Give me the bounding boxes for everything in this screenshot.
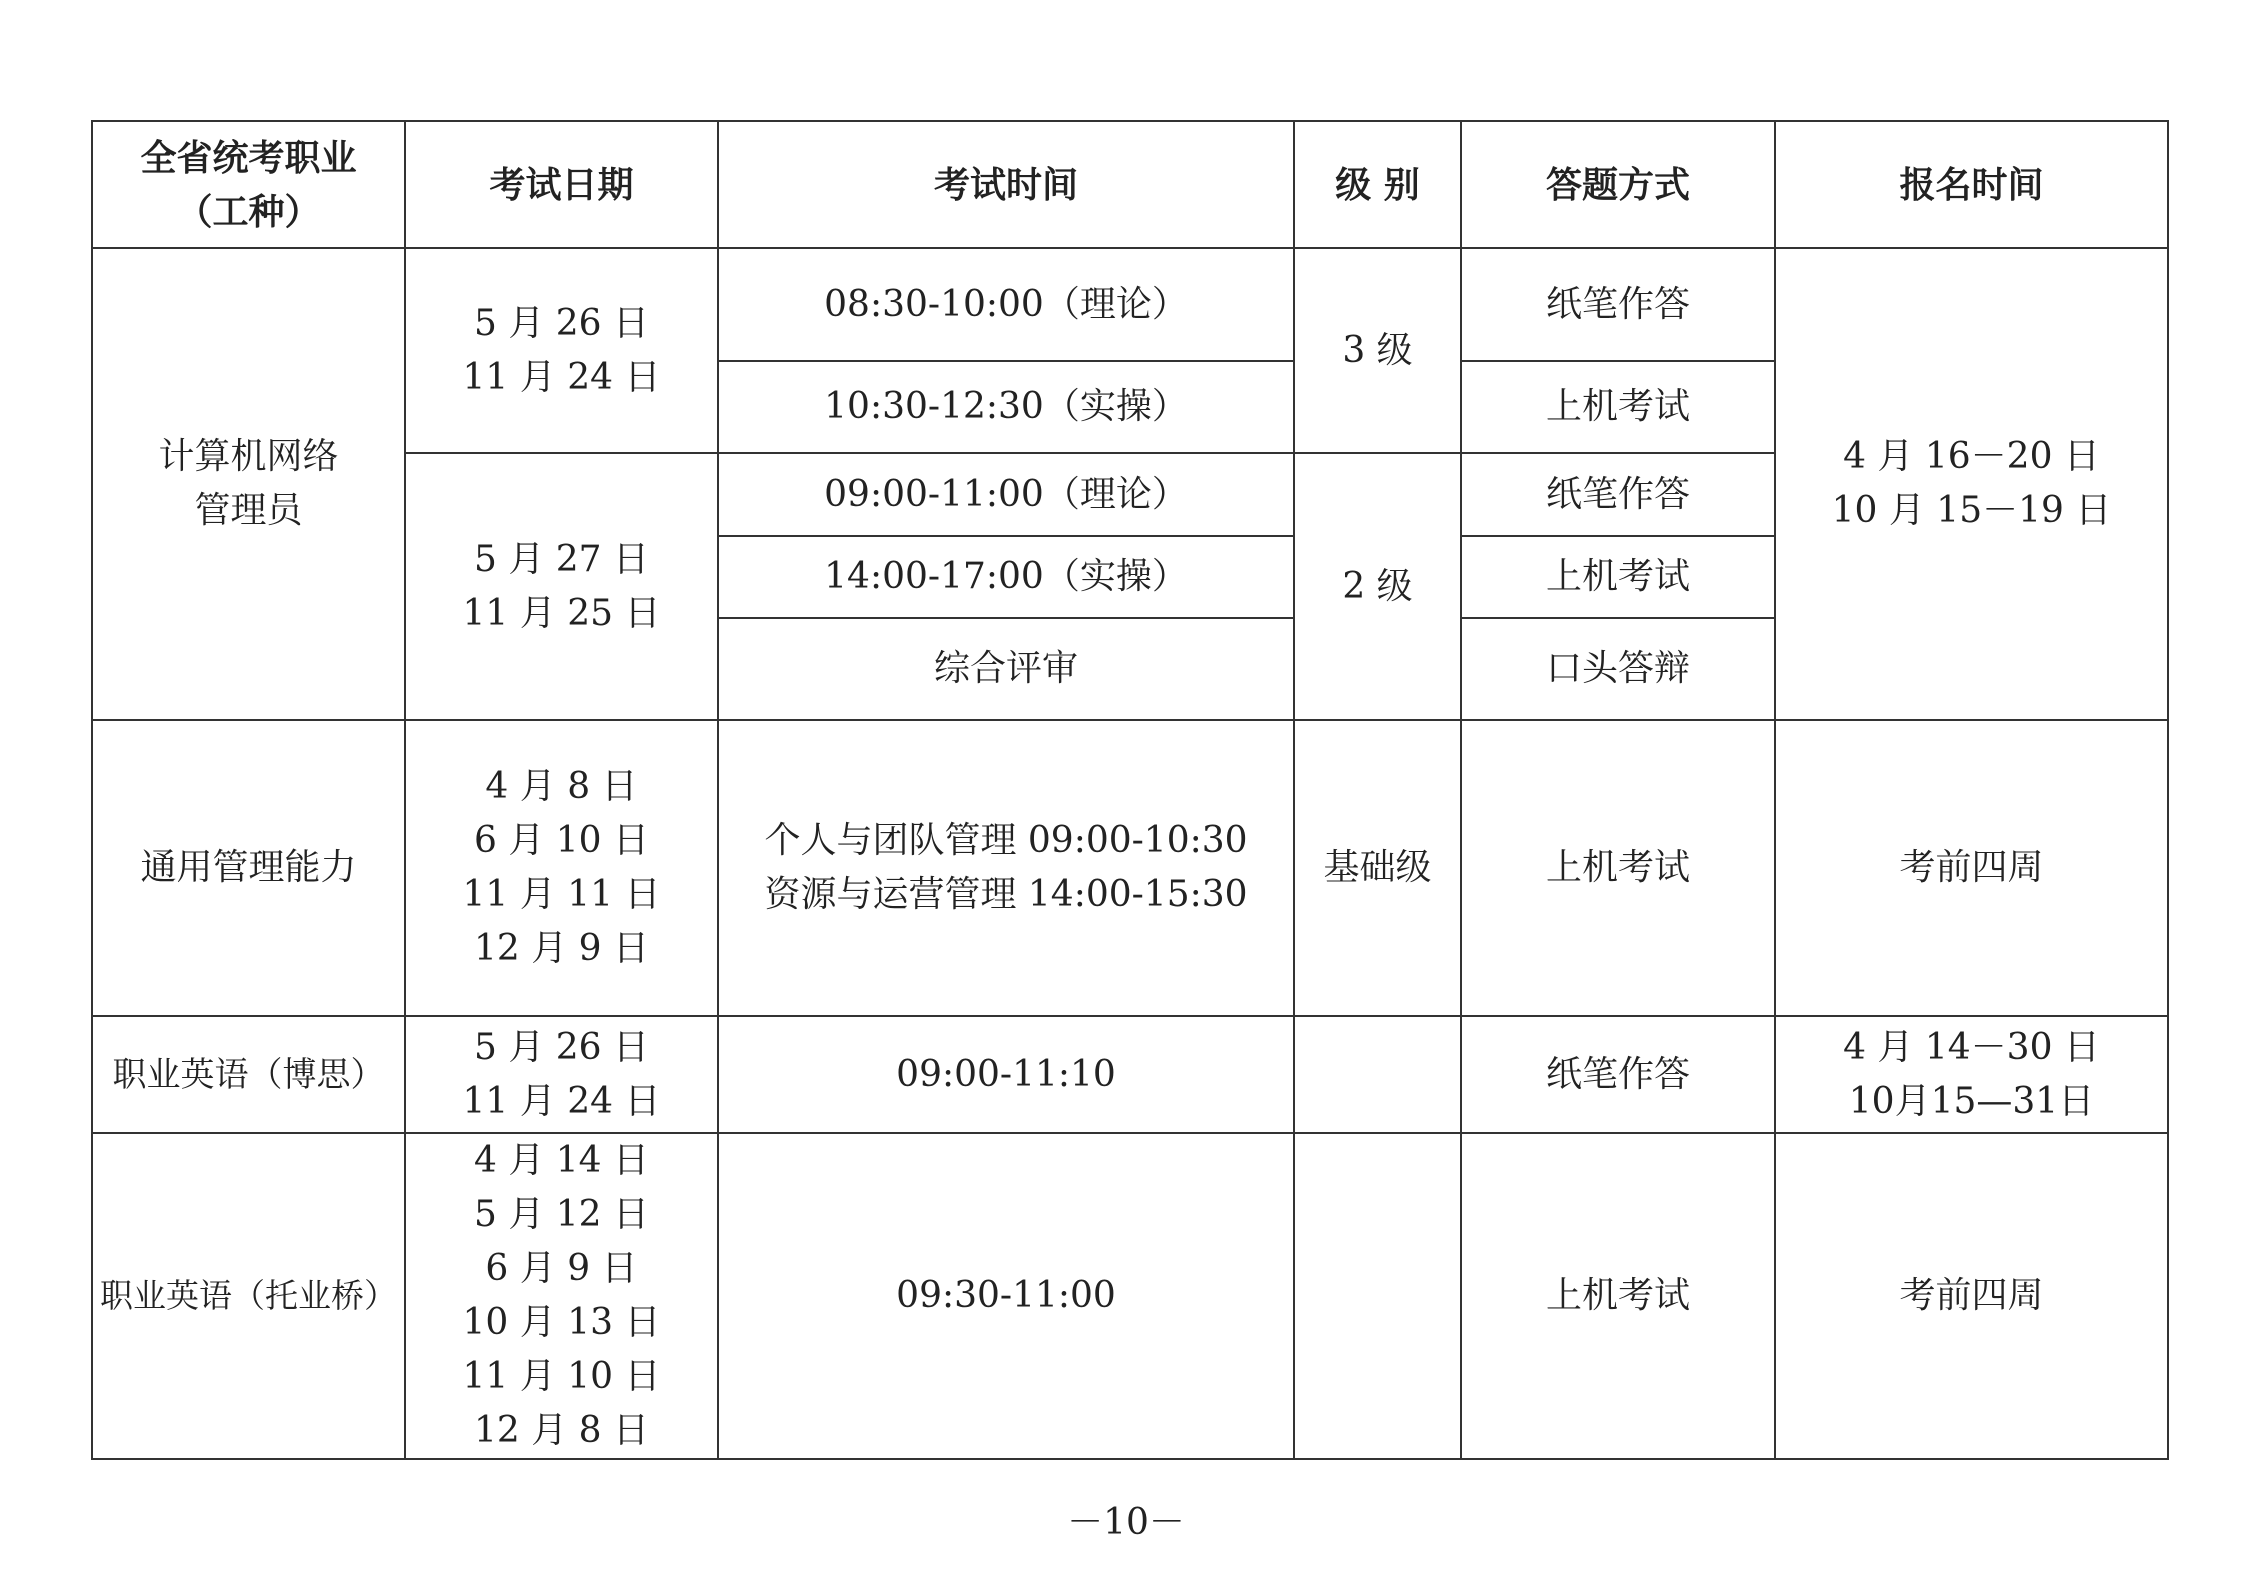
time-cell: [718, 720, 1294, 1016]
date-line: 5 月 26 日: [473, 1026, 650, 1068]
method-cell: 纸笔作答: [1461, 248, 1775, 361]
registration-line: 10月15—31日: [1848, 1080, 2095, 1122]
date-line: 12 月 9 日: [473, 928, 650, 969]
date-line: 11 月 24 日: [462, 356, 661, 398]
header-date: 考试日期: [405, 121, 718, 248]
date-cell: [405, 720, 718, 1016]
table-row: [92, 720, 2168, 1016]
method-cell: 上机考试: [1461, 1133, 1775, 1459]
method-cell: 上机考试: [1461, 361, 1775, 453]
table-row: [92, 1016, 2168, 1133]
registration-cell: 考前四周: [1775, 720, 2168, 1016]
date-line: 11 月 11 日: [462, 874, 661, 915]
header-registration: 报名时间: [1775, 121, 2168, 248]
level-cell: 3 级: [1294, 248, 1461, 453]
registration-cell: 考前四周: [1775, 1133, 2168, 1459]
header-level: 级 别: [1294, 121, 1461, 248]
time-cell: 09:00-11:00（理论）: [718, 453, 1294, 536]
date-line: 11 月 25 日: [462, 592, 661, 634]
date-line: 4 月 14 日: [473, 1140, 650, 1181]
date-cell: [405, 1016, 718, 1133]
occupation-cell: 通用管理能力: [92, 720, 405, 1016]
level-cell: 2 级: [1294, 453, 1461, 720]
registration-line: 4 月 16－20 日: [1843, 436, 2100, 477]
table-row: [92, 248, 2168, 361]
date-line: 5 月 12 日: [473, 1194, 650, 1235]
occupation-line: 管理员: [194, 490, 303, 531]
header-occupation-line1: 全省统考职业: [140, 136, 357, 179]
method-cell: 纸笔作答: [1461, 1016, 1775, 1133]
date-line: 4 月 8 日: [485, 766, 638, 807]
exam-schedule-table: [91, 120, 2169, 1460]
level-cell: [1294, 1133, 1461, 1459]
method-cell: 纸笔作答: [1461, 453, 1775, 536]
table-row: [92, 1133, 2168, 1459]
header-occupation-line2: （工种）: [176, 190, 321, 233]
registration-cell: [1775, 248, 2168, 720]
date-line: 6 月 10 日: [473, 820, 650, 861]
date-line: 6 月 9 日: [485, 1248, 638, 1289]
time-cell: 09:30-11:00: [718, 1133, 1294, 1459]
date-cell: [405, 1133, 718, 1459]
date-line: 5 月 26 日: [473, 302, 650, 344]
header-method: 答题方式: [1461, 121, 1775, 248]
date-cell: [405, 248, 718, 453]
header-time: 考试时间: [718, 121, 1294, 248]
date-line: 12 月 8 日: [473, 1410, 650, 1451]
header-row: [92, 121, 2168, 248]
level-cell: 基础级: [1294, 720, 1461, 1016]
header-occupation: [92, 121, 405, 248]
occupation-cell: 职业英语（托业桥）: [92, 1133, 405, 1459]
registration-line: 10 月 15－19 日: [1831, 490, 2112, 531]
registration-line: 4 月 14－30 日: [1843, 1026, 2100, 1068]
time-cell: 10:30-12:30（实操）: [718, 361, 1294, 453]
time-cell: 综合评审: [718, 618, 1294, 720]
page-number: －10－: [1067, 1502, 1185, 1543]
time-line: 资源与运营管理 14:00-15:30: [764, 874, 1248, 915]
level-cell: [1294, 1016, 1461, 1133]
occupation-cell: [92, 248, 405, 720]
occupation-cell: 职业英语（博思）: [92, 1016, 405, 1133]
time-cell: 08:30-10:00（理论）: [718, 248, 1294, 361]
date-line: 5 月 27 日: [473, 538, 650, 580]
time-line: 个人与团队管理 09:00-10:30: [764, 820, 1248, 861]
method-cell: 上机考试: [1461, 720, 1775, 1016]
time-cell: 14:00-17:00（实操）: [718, 536, 1294, 618]
method-cell: 口头答辩: [1461, 618, 1775, 720]
date-cell: [405, 453, 718, 720]
date-line: 10 月 13 日: [462, 1302, 661, 1343]
method-cell: 上机考试: [1461, 536, 1775, 618]
date-line: 11 月 10 日: [462, 1356, 661, 1397]
time-cell: 09:00-11:10: [718, 1016, 1294, 1133]
registration-cell: [1775, 1016, 2168, 1133]
occupation-line: 计算机网络: [158, 436, 339, 477]
date-line: 11 月 24 日: [462, 1080, 661, 1122]
